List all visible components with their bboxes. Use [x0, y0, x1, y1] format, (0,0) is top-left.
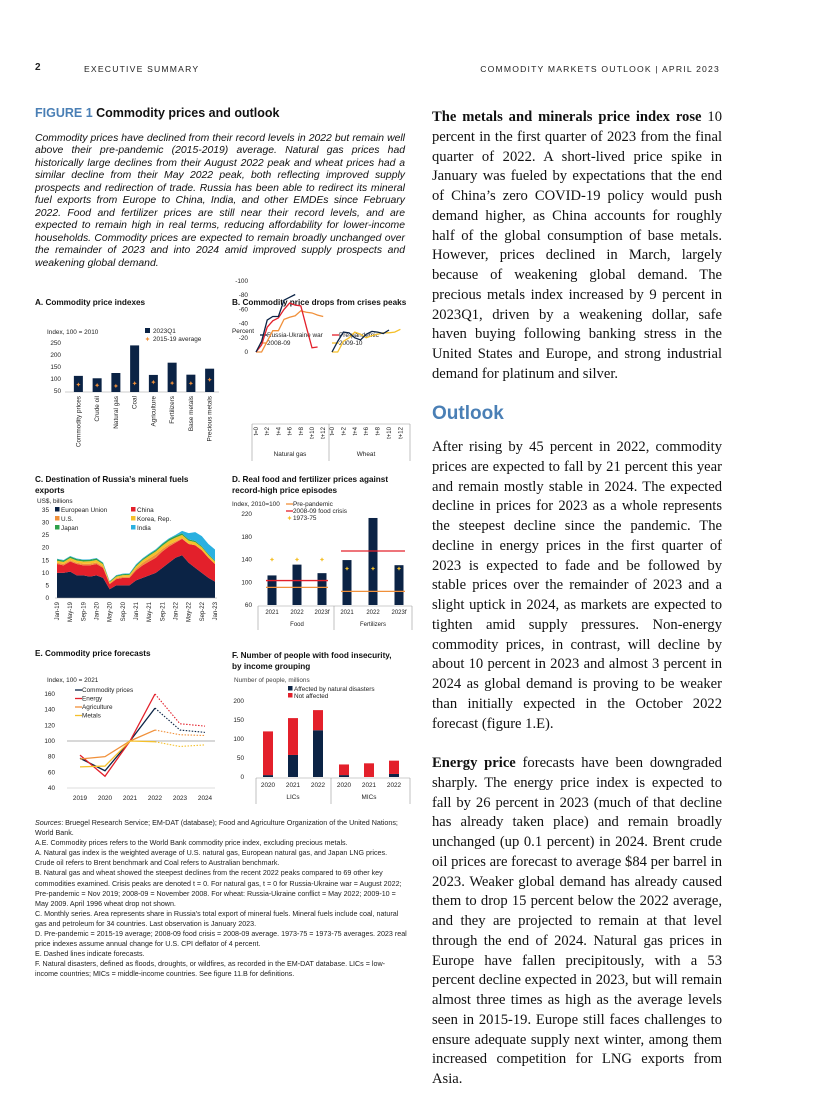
tick-label: 80 [47, 753, 55, 761]
paragraph-outlook: After rising by 45 percent in 2022, commodity prices are expected to fall by 21 percent this year and remain mostly stable in 2024. The expected decline in prices for 2023 as a whole represents the steepest decline since the pandemic. The decline in energy prices in the first quarter of 2023 is expected to fade and be followed by stable prices over the remainder of 2023 and a slight uptick in 2024, as markets are expected to tighten amid supply pressures. Non-energy commodity prices, in contrast, will decline by about 10 percent in 2023 and almost 3 percent in 2024 as global demand is proving to be weaker than initially expected in the October 2022 forecast (figure 1.E). [432, 439, 722, 732]
tick-label: 140 [241, 556, 252, 564]
tick-label: 160 [44, 691, 55, 698]
tick-label: 100 [44, 738, 55, 745]
tick-label: 10 [41, 569, 49, 577]
category-label: Fertilizers [169, 396, 177, 424]
legend-label: 2023Q1 [153, 328, 176, 335]
legend-label: U.S. [61, 516, 74, 523]
legend-swatch-european-union [55, 507, 60, 512]
category-label: Base metals [187, 396, 195, 432]
bar-affected-lics-2020 [263, 775, 273, 777]
tick-label: 2020 [260, 782, 276, 789]
note: A.E. Commodity prices refers to the World Bank commodity price index, excluding precious metals. [35, 839, 348, 848]
legend-swatch-not-affected [288, 693, 293, 698]
figure-notes [35, 818, 407, 980]
legend-label: Commodity prices [82, 687, 134, 694]
tick-label: Sep-19 [81, 602, 88, 622]
legend-label: China [137, 507, 154, 514]
group-label: LICs [286, 794, 300, 801]
bar-not-affected-lics-2022 [313, 710, 323, 730]
section-heading-outlook: Outlook [432, 403, 504, 425]
tick-label: 2020 [336, 782, 352, 789]
tick-label: 100 [233, 736, 244, 743]
bar-food-2022 [293, 565, 302, 605]
tick-label: May-21 [147, 602, 154, 623]
tick-label: 2020 [97, 795, 113, 802]
panel-f-title: F. Number of people with food insecurity, by income grouping [232, 651, 392, 671]
tick-label: 200 [233, 698, 244, 705]
legend-label: Not affected [294, 693, 329, 700]
paragraph-metals [432, 108, 722, 385]
tick-label: 100 [241, 579, 252, 587]
tick-label: 50 [53, 388, 61, 395]
chart-d-food-fertilizer [232, 500, 417, 635]
legend-label: Russia-Ukraine war [267, 332, 323, 339]
tick-label: 120 [44, 722, 55, 730]
marker-1973-75 [320, 557, 324, 561]
legend-swatch-japan [55, 525, 60, 530]
tick-label: t+8 [375, 427, 382, 436]
chart-c-russia-exports [35, 500, 225, 635]
tick-label: Sep-21 [160, 602, 167, 622]
tick-label: May-19 [68, 602, 75, 623]
line-metals [80, 741, 155, 767]
tick-label: Sep-20 [120, 602, 127, 622]
bar-not-affected-mics-2022 [389, 761, 399, 774]
chart-f-food-insecurity [232, 676, 417, 811]
bar-natural-gas [111, 373, 120, 392]
category-label: Crude oil [94, 396, 102, 422]
section-title: EXECUTIVE SUMMARY [84, 64, 200, 74]
legend-label: 2008-09 food crisis [293, 508, 347, 515]
panel-b-title: B. Commodity price drops from crises peaks [232, 298, 407, 307]
forecast-line-commodity-prices [155, 708, 205, 732]
group-label: MICs [361, 794, 377, 801]
tick-label: 35 [41, 507, 49, 514]
tick-label: 2022 [386, 782, 402, 789]
tick-label: 5 [45, 582, 49, 590]
tick-label: t+6 [364, 427, 371, 436]
tick-label: t+2 [265, 427, 272, 436]
tick-label: 150 [50, 364, 61, 371]
sources-note [35, 818, 407, 838]
note: B. Natural gas and wheat showed the steepest declines from the recent 2022 peaks compared to 69 other key commodities examined. Crisis peaks are denoted t = 0. For natural gas, t = 0 for Russia-Ukraine war = August 2022; Pre-pandemic = Nov 2019; 2008-09 = November 2008. For wheat: Russia-Ukraine conflict = May 2022; 2009-10 = May 2009. April 1996 wheat drop not shown. [35, 869, 402, 908]
tick-label: t=0 [330, 427, 336, 436]
tick-label: -20 [238, 334, 248, 342]
tick-label: Jan-22 [173, 602, 180, 621]
tick-label: 220 [241, 511, 252, 518]
category-label: Commodity prices [75, 396, 83, 448]
tick-label: 2022 [366, 610, 380, 616]
figure-caption: Commodity prices have declined from their record levels in 2022 but remain well above their pre-pandemic (2015-2019) average. Natural gas prices had historically large declines from their August 2022 peak and wheat prices had a similar decline from their May 2022 peak, both reflecting improved supply prospects and redirection of trade. Russia has been able to redirect its mineral fuel exports from Europe to China, India, and other EMDEs since February 2022. Food and fertilizer prices are still near their record levels, and are expected to remain high in real terms, reducing affordability for lower-income households. Commodity prices are expected to remain broadly unchanged over the remainder of 2023 and into 2024 amid improved supply prospects and weakening global demand. [35, 133, 405, 269]
bar-food-2021 [268, 575, 277, 605]
bar-affected-mics-2022 [389, 774, 399, 777]
tick-label: 60 [47, 769, 55, 777]
page-number: 2 [35, 62, 41, 73]
legend-label: European Union [61, 507, 108, 514]
tick-label: Jan-23 [213, 602, 219, 621]
panel-label: Wheat [356, 451, 376, 458]
tick-label: 2022 [147, 795, 163, 802]
lead-in: Energy price [432, 755, 516, 771]
y-axis-label: Percent [232, 328, 255, 335]
tick-label: t+12 [398, 427, 405, 439]
sources-text: : Bruegel Research Service; EM-DAT (database); Food and Agriculture Organization of the United Nations; World Bank. [35, 819, 398, 838]
tick-label: 20 [41, 544, 49, 552]
note: E. Dashed lines indicate forecasts. [35, 950, 145, 959]
legend-label: 2015-19 average [153, 336, 202, 343]
tick-label: May-22 [186, 602, 193, 623]
tick-label: 0 [244, 349, 248, 356]
forecast-line-metals [155, 742, 205, 747]
legend-label: Energy [82, 695, 103, 703]
lead-in: The metals and minerals price index rose [432, 109, 702, 125]
publication-title: COMMODITY MARKETS OUTLOOK | APRIL 2023 [480, 64, 720, 74]
forecast-line-energy [155, 694, 205, 726]
tick-label: Jan-19 [55, 602, 61, 621]
tick-label: Jan-20 [94, 602, 101, 621]
tick-label: t+4 [352, 427, 359, 436]
chart-e-price-forecasts [35, 676, 225, 811]
line-agriculture [80, 730, 155, 759]
chart-a-commodity-price-indexes [35, 328, 225, 463]
legend-swatch-korea-rep [131, 516, 136, 521]
tick-label: 2021 [122, 795, 138, 802]
sources-label: Sources [35, 819, 62, 827]
legend-swatch-2023q1 [145, 328, 150, 333]
panel-label: Natural gas [273, 451, 307, 458]
figure-title-text: Commodity prices and outlook [96, 106, 280, 120]
tick-label: -60 [238, 306, 248, 314]
legend-label: Metals [82, 712, 101, 720]
panel-e-title: E. Commodity price forecasts [35, 649, 151, 658]
y-axis-label: US$, billions [37, 498, 73, 505]
legend-label: Pre-pandemic [293, 501, 333, 508]
bar-not-affected-lics-2021 [288, 718, 298, 755]
tick-label: -100 [235, 278, 248, 285]
legend-label: India [137, 525, 151, 532]
tick-label: 150 [233, 717, 244, 724]
tick-label: t=0 [254, 427, 260, 436]
tick-label: 25 [41, 532, 49, 540]
tick-label: t+10 [310, 427, 316, 439]
tick-label: 250 [50, 340, 61, 347]
tick-label: -80 [238, 292, 248, 300]
tick-label: Sep-22 [199, 602, 206, 622]
paragraph-energy [432, 754, 722, 1090]
tick-label: 40 [47, 785, 55, 792]
tick-label: 2023f [314, 610, 330, 616]
figure-label: FIGURE 1 [35, 106, 93, 120]
forecast-line-agriculture [155, 730, 205, 735]
legend-swatch-china [131, 507, 136, 512]
bar-not-affected-lics-2020 [263, 731, 273, 775]
panel-a-title: A. Commodity price indexes [35, 298, 146, 307]
bar-not-affected-mics-2020 [339, 764, 349, 775]
bar-fertilizers [168, 363, 177, 392]
y-axis-label: Index, 100 = 2021 [47, 677, 99, 684]
group-label: Food [290, 622, 304, 628]
tick-label: 0 [45, 595, 49, 602]
tick-label: 180 [241, 533, 252, 541]
tick-label: 2022 [310, 782, 326, 789]
legend-swatch-affected [288, 686, 293, 691]
legend-swatch-india [131, 525, 136, 530]
legend-label: Korea, Rep. [137, 516, 172, 523]
tick-label: -40 [238, 320, 248, 328]
legend-marker-1973-75 [287, 516, 291, 520]
legend-label: Agriculture [82, 704, 113, 711]
group-label: Fertilizers [359, 622, 387, 628]
note: F. Natural disasters, defined as floods, droughts, or wildfires, as recorded in the EM-DAT database. LICs = low-income countries; MICs = middle-income countries. See figure 11.B for definitions. [35, 960, 385, 979]
tick-label: t+2 [341, 427, 348, 436]
tick-label: 2024 [197, 795, 213, 802]
tick-label: t+6 [287, 427, 294, 436]
panel-c-title: C. Destination of Russia’s mineral fuels exports [35, 475, 189, 495]
tick-label: 2023 [172, 795, 188, 802]
bar-affected-lics-2022 [313, 730, 323, 777]
tick-label: 2021 [285, 782, 301, 789]
tick-label: 2019 [72, 795, 88, 802]
category-label: Agriculture [150, 396, 158, 427]
paragraph-text: forecasts have been downgraded sharply. The energy price index is expected to fall by 26 percent in 2023 (much of that decline has already taken place) and remain broadly unchanged (up 0.1 percent) in 2024. Brent crude oil prices are forecast to average $84 per barrel in 2023. Weaker global demand has already caused them to drop 15 percent below the 2022 average, and they are projected to remain at that level through the end of 2024. Natural gas prices in Europe have fallen precipitously, with a 53 percent decline expected in 2023, but will remain almost three times as high as the average levels seen in 2015-19. Europe still faces challenges to ensure adequate supply next winter, among them increased competition for LNG exports from Asia. [432, 755, 722, 1087]
figure-title [35, 106, 280, 120]
note: C. Monthly series. Area represents share in Russia's total export of mineral fuels. Mineral fuels include coal, natural gas and petroleum for 34 countries. Last observation is January 2023. [35, 909, 399, 928]
tick-label: 2021 [361, 782, 377, 789]
tick-label: t+4 [276, 427, 283, 436]
tick-label: t+10 [387, 427, 393, 439]
tick-label: 140 [44, 706, 55, 714]
tick-label: Jan-21 [134, 602, 140, 621]
note: D. Pre-pandemic = 2015-19 average; 2008-09 food crisis = 2008-09 average. 1973-75 = 1973-75 averages. 2023 real price indexes assume annual change for U.S. CPI deflator of 4 percent. [35, 930, 407, 949]
tick-label: 200 [50, 352, 61, 359]
legend-marker-2015-19-average [145, 337, 149, 341]
tick-label: 0 [240, 774, 244, 781]
y-axis-label: Number of people, millions [234, 677, 310, 684]
y-axis-label: Index, 100 = 2010 [47, 329, 99, 336]
legend-label: 2008-09 [267, 340, 291, 347]
tick-label: t+8 [298, 427, 305, 436]
category-label: Precious metals [206, 396, 214, 442]
tick-label: 2022 [290, 610, 304, 616]
tick-label: 2023f [391, 610, 407, 616]
legend-label: Japan [61, 525, 79, 532]
tick-label: 60 [244, 602, 252, 609]
bar-food-2023f [318, 573, 327, 605]
body-text [432, 108, 722, 1110]
legend-label: Pre-pandemic [339, 332, 379, 339]
note: A. Natural gas index is the weighted average of U.S. natural gas, European natural gas, and Japan LNG prices. Crude oil refers to Brent benchmark and Coal refers to Australian benchmark. [35, 849, 388, 868]
tick-label: 30 [41, 519, 49, 527]
tick-label: 100 [50, 376, 61, 383]
tick-label: t+12 [321, 427, 328, 439]
panel-d-title: D. Real food and fertilizer prices against record-high price episodes [232, 475, 389, 495]
bar-affected-lics-2021 [288, 755, 298, 777]
tick-label: 2021 [265, 610, 279, 616]
y-axis-label: Index, 2010=100 [232, 501, 280, 508]
marker-1973-75 [295, 557, 299, 561]
bar-fertilizers-2023f [395, 565, 404, 605]
tick-label: 15 [41, 557, 49, 565]
legend-label: 1973-75 [293, 515, 317, 522]
tick-label: May-20 [107, 602, 114, 623]
legend-label: 2009-10 [339, 340, 363, 347]
category-label: Natural gas [112, 396, 120, 429]
tick-label: 2021 [340, 610, 354, 616]
marker-1973-75 [270, 557, 274, 561]
tick-label: 50 [236, 755, 244, 762]
legend-label: Affected by natural disasters [294, 686, 375, 693]
paragraph-text: 10 percent in the first quarter of 2023 from the final quarter of 2022. A short-lived price spike in January was fueled by expectations that the end of China’s zero COVID-19 policy would push demand higher, as China accounts for roughly half of the global consumption of base metals. However, prices declined in March, largely because of weakening global demand. The precious metals index increased by 9 percent in 2023Q1, driven by a weakening dollar, safe haven buying following banking stress in the United States and Europe, and strong industrial demand for platinum and silver. [432, 109, 723, 382]
legend-swatch-u-s [55, 516, 60, 521]
bar-affected-mics-2020 [339, 775, 349, 777]
bar-not-affected-mics-2021 [364, 763, 374, 777]
category-label: Coal [131, 396, 139, 410]
